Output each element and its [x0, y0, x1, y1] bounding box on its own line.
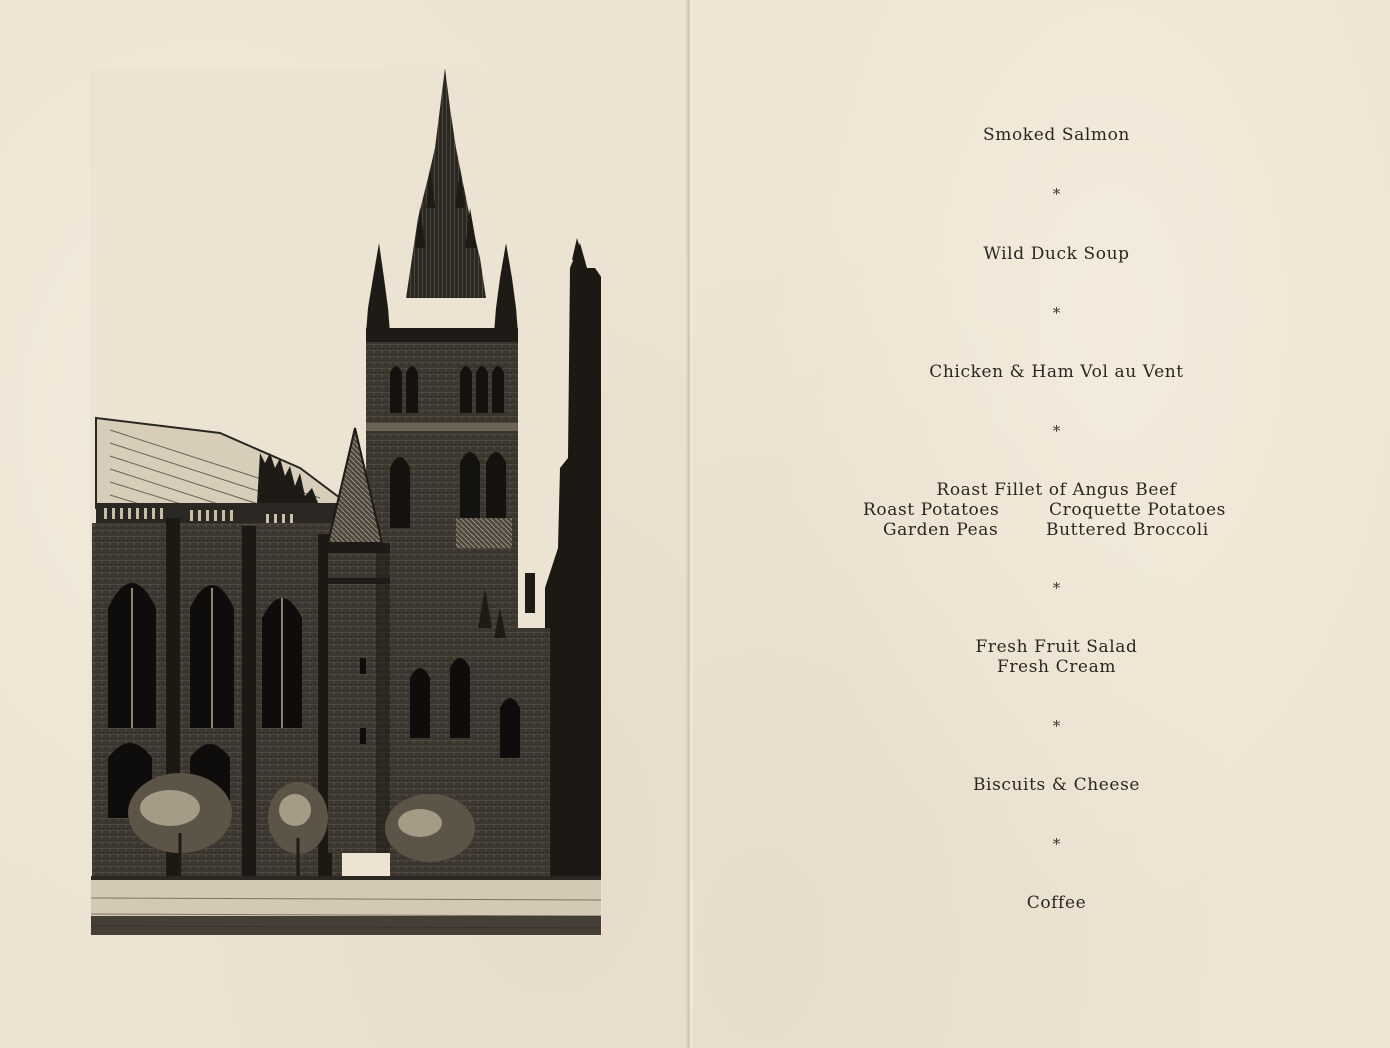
course-4-pair-1-right: Croquette Potatoes	[1049, 500, 1226, 520]
course-6-line-1: Biscuits & Cheese	[972, 775, 1141, 795]
course-7	[693, 893, 1390, 913]
course-4-pair-1	[693, 500, 1390, 520]
course-5	[693, 637, 1390, 677]
right-page	[693, 0, 1390, 1048]
course-4-line-1: Roast Fillet of Angus Beef	[936, 480, 1177, 500]
course-2	[693, 244, 1390, 264]
course-2-line-1: Wild Duck Soup	[983, 244, 1130, 264]
course-1-line-1: Smoked Salmon	[983, 125, 1130, 145]
course-3-line-1: Chicken & Ham Vol au Vent	[929, 362, 1184, 382]
course-4-pair-2	[693, 520, 1390, 540]
course-1	[693, 125, 1390, 145]
menu-list	[693, 0, 1390, 1048]
separator-3: *	[1052, 422, 1061, 440]
course-3	[693, 362, 1390, 382]
course-6	[693, 775, 1390, 795]
separator-4: *	[1052, 579, 1061, 597]
course-5-line-1: Fresh Fruit Salad	[975, 637, 1138, 657]
separator-5: *	[1052, 717, 1061, 735]
separator-2: *	[1052, 304, 1061, 322]
course-5-line-2: Fresh Cream	[996, 657, 1117, 677]
course-4	[693, 480, 1390, 540]
separator-1: *	[1052, 185, 1061, 203]
course-7-line-1: Coffee	[1026, 893, 1087, 913]
left-page	[0, 0, 688, 1048]
separator-6: *	[1052, 835, 1061, 853]
tower-engraving	[90, 68, 602, 936]
course-4-pair-2-left: Garden Peas	[883, 520, 999, 540]
course-4-pair-1-left: Roast Potatoes	[863, 500, 1000, 520]
course-4-pair-2-right: Buttered Broccoli	[1046, 520, 1209, 540]
